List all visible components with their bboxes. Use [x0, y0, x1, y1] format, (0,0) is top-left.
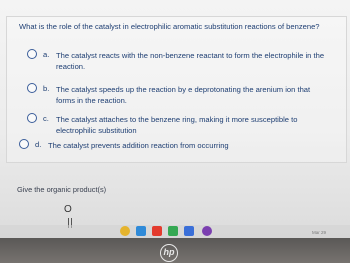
- radio-button[interactable]: [19, 139, 29, 149]
- app-icon[interactable]: [184, 226, 194, 236]
- question-text: What is the role of the catalyst in electrophilic aromatic substitution reactions of benzene?: [19, 22, 320, 31]
- chrome-icon[interactable]: [120, 226, 130, 236]
- youtube-icon[interactable]: [152, 226, 162, 236]
- option-b-text-line2: forms in the reaction.: [56, 96, 127, 105]
- purple-app-icon[interactable]: [202, 226, 212, 236]
- question-card: What is the role of the catalyst in electrophilic aromatic substitution reactions of benzene? a. The catalyst reacts with the non-benzene reactant to form the electrophile in the reaction. b. The catalyst speeds up the reaction by e deprotonating the arenium ion that forms in the reaction. c. The catalyst attaches to the benzene ring, making it more susceptible to electrophilic substitution d. The catalyst prevents addition reaction from occurring: [6, 16, 347, 163]
- option-b-text-line1: The catalyst speeds up the reaction by e deprotonating the arenium ion that: [56, 85, 311, 94]
- option-c-text-line1: The catalyst attaches to the benzene ring, making it more susceptible to: [56, 115, 298, 124]
- play-store-icon[interactable]: [168, 226, 178, 236]
- option-a-text-line2: reaction.: [56, 62, 86, 71]
- option-a-text-line1: The catalyst reacts with the non-benzene reactant to form the electrophile in the: [56, 51, 325, 60]
- second-question-text: Give the organic product(s): [17, 185, 107, 194]
- option-d-text-line1: The catalyst prevents addition reaction from occurring: [48, 141, 229, 150]
- clock-text: Mar 29: [312, 230, 327, 235]
- files-icon[interactable]: [136, 226, 146, 236]
- radio-button[interactable]: [27, 83, 37, 93]
- oxygen-atom: O: [64, 204, 72, 215]
- option-c-text-line2: electrophilic substitution: [56, 126, 137, 135]
- radio-button[interactable]: [27, 113, 37, 123]
- radio-button[interactable]: [27, 49, 37, 59]
- hp-logo-icon: hp: [160, 244, 178, 262]
